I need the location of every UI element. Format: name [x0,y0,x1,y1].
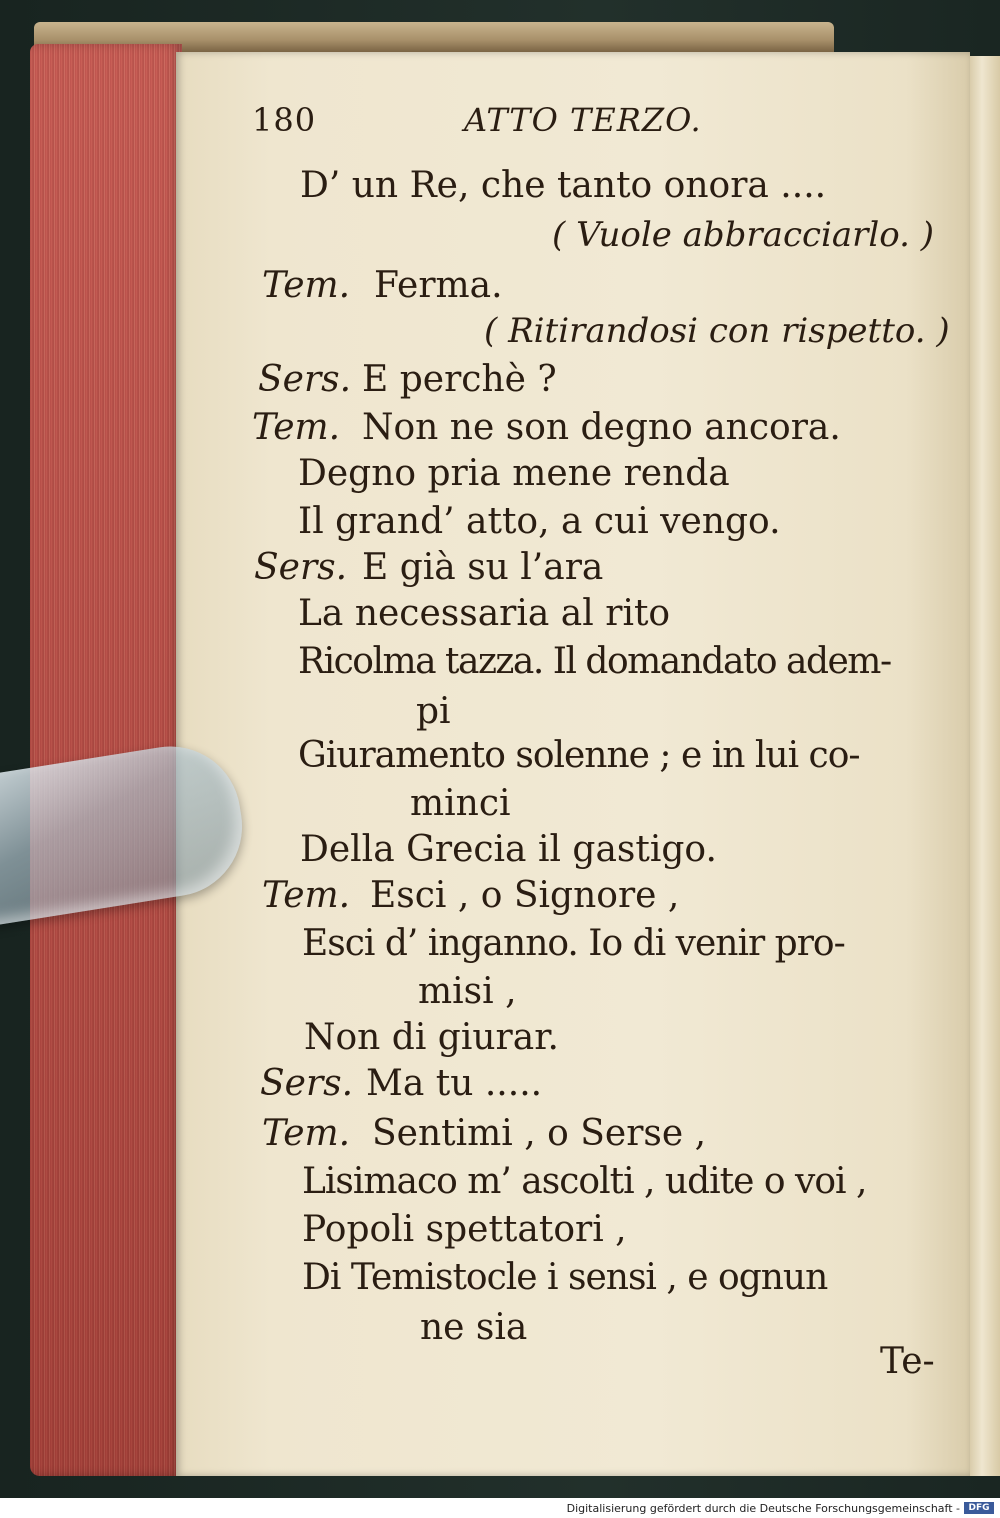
verse-line: D’ un Re, che tanto onora .... [300,165,827,206]
verse-line: La necessaria al rito [298,593,671,634]
stage-direction: ( Ritirandosi con rispetto. ) [484,311,950,351]
verse-line: Non ne son degno ancora. [362,407,841,448]
verse-line: Ferma. [374,265,503,306]
running-head: ATTO TERZO. [464,101,702,139]
verse-line: Non di giurar. [304,1017,559,1058]
digitization-credit: Digitalisierung gefördert durch die Deutsche Forschungsgemeinschaft - [566,1502,960,1515]
verse-line-continuation: ne sia [420,1307,528,1348]
verse-line-continuation: minci [410,783,511,824]
verse-line: Il grand’ atto, a cui vengo. [298,501,781,542]
verse-line-continuation: pi [416,691,451,732]
verse-line: E perchè ? [362,359,557,400]
page-number: 180 [252,101,317,139]
verse-line: Ma tu ..... [366,1063,543,1104]
speaker-label: Sers. [258,359,352,400]
stage-direction: ( Vuole abbracciarlo. ) [552,215,935,255]
speaker-label: Sers. [254,547,348,588]
verse-line: Lisimaco m’ ascolti , udite o voi , [302,1161,867,1202]
speaker-label: Sers. [260,1063,354,1104]
speaker-label: Tem. [262,265,351,306]
verse-line: Sentimi , o Serse , [372,1113,707,1154]
verse-line: Popoli spettatori , [302,1209,627,1250]
verse-line: Esci , o Signore , [370,875,680,916]
catchword: Te- [880,1341,935,1382]
speaker-label: Tem. [252,407,341,448]
verse-line: Giuramento solenne ; e in lui co- [298,735,860,776]
verse-line: Della Grecia il gastigo. [300,829,717,870]
verse-line: Esci d’ inganno. Io di venir pro- [302,923,845,964]
speaker-label: Tem. [262,875,351,916]
verse-line: Ricolma tazza. Il domandato adem- [298,641,891,682]
dfg-logo: DFG [964,1502,994,1514]
facing-page-edge [970,56,1000,1476]
verse-line-continuation: misi , [418,971,517,1012]
verse-line: Di Temistocle i sensi , e ognun [302,1257,828,1298]
verse-line: Degno pria mene renda [298,453,730,494]
speaker-label: Tem. [262,1113,351,1154]
verse-line: E già su l’ara [362,547,604,588]
